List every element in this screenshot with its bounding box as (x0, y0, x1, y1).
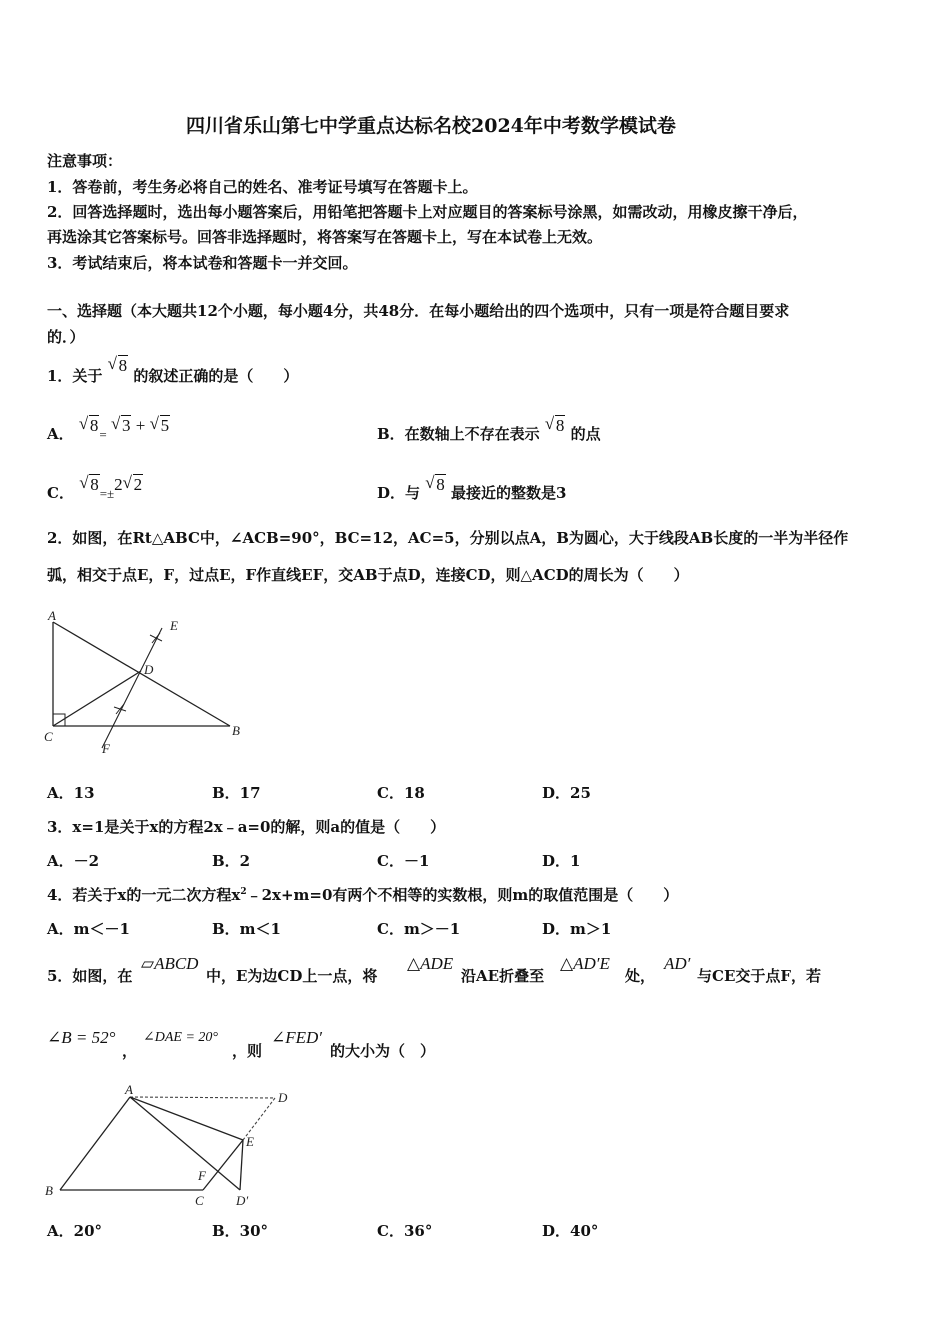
q5-math-angle-b: ∠B = 52° (47, 1028, 116, 1047)
arc-mark-e (150, 633, 162, 643)
q5-option-a: A．20° (47, 1222, 103, 1240)
label-d: D (278, 1090, 288, 1105)
section-header: 一、选择题（本大题共12个小题，每小题4分，共48分．在每小题给出的四个选项中，只有一项是符合题目要求 (47, 302, 790, 320)
q5-math-adp: AD′ (664, 954, 691, 973)
label-b: B (45, 1183, 53, 1198)
line-ef (102, 628, 162, 748)
label-d-prime: D′ (236, 1193, 249, 1208)
page-title: 四川省乐山第七中学重点达标名校2024年中考数学模试卷 (186, 115, 676, 137)
label-f: F (102, 741, 110, 756)
q4-stem: 4．若关于x的一元二次方程$x^2﹣2x+m=0$有两个不相等的实数根，则m的取值范围是（ ） (47, 886, 679, 904)
q3-option-b: B．2 (212, 852, 251, 870)
label-f: F (198, 1168, 206, 1183)
label-a: A (48, 608, 56, 623)
label-c: C (195, 1193, 204, 1208)
q5-option-c: C．36° (377, 1222, 433, 1240)
q5-stem-1: 5．如图，在 (47, 967, 133, 985)
q5-stem-6: ， (122, 1042, 138, 1060)
q5-math-parallelogram: ▱ABCD (141, 954, 199, 973)
label-b: B (232, 723, 240, 738)
label-e: E (246, 1134, 254, 1149)
segment-cd (53, 671, 141, 726)
q2-option-d: D．25 (542, 784, 591, 802)
q1-option-c: C． √ $8_{=\pm}2$ √ 2 (47, 473, 143, 502)
label-d: D (144, 662, 154, 677)
q1-option-b: B．在数轴上不存在表示 √ 8 的点 (377, 414, 601, 443)
q5-stem-7: ，则 (232, 1042, 263, 1060)
q3-option-a: A．－2 (47, 852, 100, 870)
q1-option-d: D．与 √ 8 最接近的整数是3 (377, 473, 567, 502)
q5-stem-8: 的大小为（ ） (330, 1042, 436, 1060)
segment-adp (130, 1097, 240, 1190)
sqrt-8: √ 8 (107, 354, 128, 375)
segment-ab (60, 1097, 130, 1190)
notice-item: 1．答卷前，考生务必将自己的姓名、准考证号填写在答题卡上。 (47, 178, 478, 196)
q2-option-c: C．18 (377, 784, 425, 802)
q3-stem: 3．x=1是关于x的方程2x﹣a=0的解，则a的值是（ ） (47, 818, 446, 836)
q2-option-b: B．17 (212, 784, 261, 802)
segment-ab (53, 622, 230, 726)
label-e: E (170, 618, 178, 633)
q5-stem-5: 与CE交于点F，若 (697, 967, 822, 985)
q5-math-triangle-ade: △ADE (407, 954, 454, 973)
q4-option-c: C．m＞－1 (377, 920, 461, 938)
q3-option-c: C．－1 (377, 852, 430, 870)
q2-stem: 2．如图，在Rt△ABC中，∠ACB=90°，BC=12，AC=5，分别以点A，B为圆心，大于线段AB长度的一半为半径作 (47, 529, 849, 547)
notice-item: 3．考试结束后，将本试卷和答题卡一并交回。 (47, 254, 358, 272)
q1-option-a: A． √ $8_=$ √ 3 + √ 5 (47, 414, 170, 443)
label-a: A (125, 1082, 133, 1097)
notice-item: 2．回答选择题时，选出每小题答案后，用铅笔把答题卡上对应题目的答案标号涂黑，如需改动，用橡皮擦干净后， (47, 203, 808, 221)
q4-option-b: B．m＜1 (212, 920, 281, 938)
q5-math-angle-dae: ∠DAE = 20° (143, 1030, 218, 1045)
q4-option-d: D．m＞1 (542, 920, 612, 938)
q5-stem-3: 沿AE折叠至 (461, 967, 545, 985)
segment-ae (130, 1097, 243, 1140)
q5-stem-2: 中，E为边CD上一点，将 (206, 967, 378, 985)
q5-stem-4: 处， (625, 967, 656, 985)
q5-option-b: B．30° (212, 1222, 269, 1240)
q5-option-d: D．40° (542, 1222, 599, 1240)
section-header-cont: 的．） (47, 328, 85, 346)
q5-math-triangle-adpe: △AD′E (560, 954, 610, 973)
notice-item: 再选涂其它答案标号。回答非选择题时，将答案写在答题卡上，写在本试卷上无效。 (47, 228, 603, 246)
q5-math-angle-fedp: ∠FED′ (271, 1028, 323, 1047)
q2-option-a: A．13 (47, 784, 95, 802)
q3-option-d: D．1 (542, 852, 581, 870)
q2-figure (40, 608, 255, 758)
q4-option-a: A．m＜－1 (47, 920, 130, 938)
segment-edp (240, 1140, 243, 1190)
notice-heading: 注意事项： (47, 152, 123, 170)
q2-stem-cont: 弧，相交于点E，F，过点E，F作直线EF，交AB于点D，连接CD，则△ACD的周长为（ ） (47, 566, 689, 584)
label-c: C (44, 729, 53, 744)
q1-stem: 1．关于 √ 8 的叙述正确的是（ ） (47, 354, 299, 385)
q5-figure (40, 1080, 300, 1215)
segment-ec (203, 1140, 243, 1190)
segment-ad-dashed (130, 1097, 275, 1098)
